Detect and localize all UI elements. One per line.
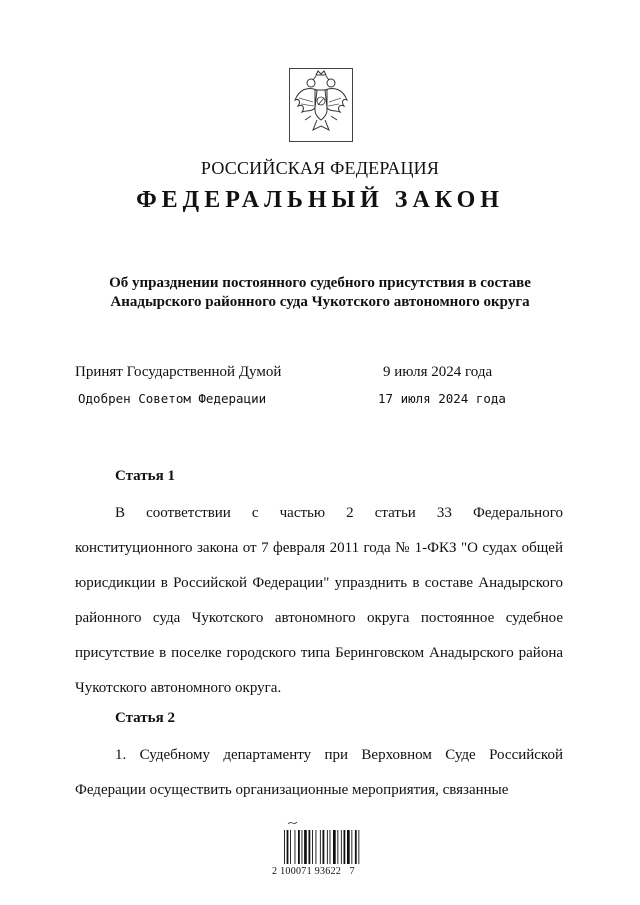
council-approval-label: Одобрен Советом Федерации xyxy=(78,391,267,406)
barcode-number: 2 100071 93622 7 xyxy=(272,866,355,877)
country-name: РОССИЙСКАЯ ФЕДЕРАЦИЯ xyxy=(200,158,440,178)
barcode-graphic xyxy=(282,818,362,888)
law-title: Об упразднении постоянного судебного присутствия в составе Анадырского районного суда Чукотского автономного округа xyxy=(109,275,531,310)
article-2-text: 1. Судебному департаменту при Верховном Суде Российской Федерации осуществить организационные мероприятия, связанные xyxy=(75,747,563,798)
article-1-heading: Статья 1 xyxy=(115,468,175,484)
article-1-text: В соответствии с частью 2 статьи 33 Федерального конституционного закона от 7 февраля 2011 года № 1-ФКЗ "О судах общей юрисдикции в Российской Федерации" упразднить в составе Анадырского районного суда Чукотского автономного округа постоянное судебное присутствие в поселке городского типа Беринговском Анадырского района Чукотского автономного округа. xyxy=(75,505,563,696)
duma-adoption-label: Принят Государственной Думой xyxy=(75,364,282,380)
coat-of-arms-emblem xyxy=(289,68,353,142)
document-type: ФЕДЕРАЛЬНЫЙ ЗАКОН xyxy=(136,187,504,213)
council-approval-date: 17 июля 2024 года xyxy=(378,391,506,406)
article-2-heading: Статья 2 xyxy=(115,710,175,726)
duma-adoption-date: 9 июля 2024 года xyxy=(383,364,493,380)
